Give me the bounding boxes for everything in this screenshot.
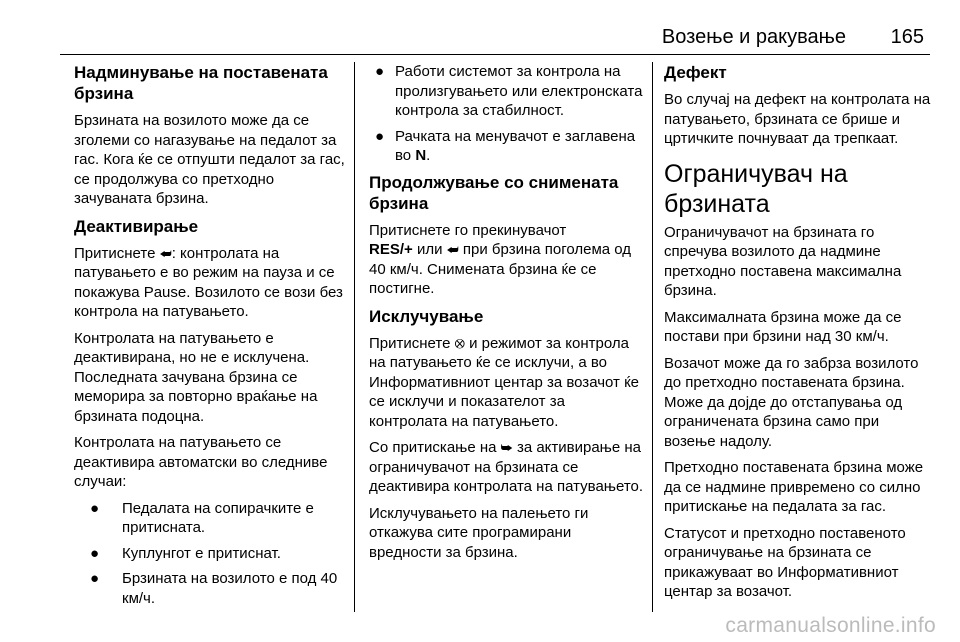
bullet-icon: ● (90, 544, 100, 562)
column-3 (664, 62, 934, 609)
bullet-list (74, 499, 346, 609)
paragraph: Возачот може да го забрза возилото до претходно поставената брзина. Може да дојде до отстапувања од ограничената брзина само при возење надолу. (664, 354, 919, 450)
section-heading: Исклучување (369, 306, 484, 326)
gear-n-label: N (415, 147, 427, 164)
paragraph: Максималната брзина може да се постави при брзини над 30 км/ч. (664, 308, 902, 345)
paragraph (74, 244, 346, 322)
paragraph: Притиснете го прекинувачот RES/+ или ⮨ при брзина поголема од 40 км/ч. Снимената брзина ќе се постигне. (369, 221, 632, 297)
bullet-icon: ● (375, 127, 385, 145)
list-item: ● Рачката на менувачот е заглавена во N. (375, 127, 636, 164)
section-heading: Деактивирање (74, 216, 199, 236)
cruise-control-icon: ⮨ (446, 242, 459, 257)
section-heading: Продолжување со снимената брзина (369, 172, 619, 213)
column-divider (652, 62, 653, 612)
list-item: ● Работи системот за контрола на пролизгувањето или електронската контрола за стабилност. (375, 63, 643, 119)
column-divider (354, 62, 355, 612)
section-heading: Надминување на поставената брзина (74, 63, 328, 103)
bullet-list (369, 62, 644, 166)
page-number: 165 (890, 26, 924, 48)
list-item: ● Брзината на возилото е под 40 км/ч. (90, 570, 338, 607)
bullet-icon: ● (375, 63, 385, 80)
header-title: Возење и ракување (661, 26, 846, 48)
chapter-title: Ограничувач на брзината (664, 159, 848, 218)
paragraph: Со притискање на ⮩ за активирање на ограничувачот на брзината се деактивира контролата на патувањето. (369, 439, 644, 495)
bullet-icon: ● (90, 499, 100, 517)
page-header (0, 0, 960, 58)
section-heading: Дефект (664, 63, 727, 82)
column-2 (369, 62, 644, 569)
paragraph: Во случај на дефект на контролата на патувањето, брзината се брише и цртичките почнуваат да трепкаат. (664, 91, 931, 147)
text: Притиснете (74, 244, 156, 262)
header-rule (60, 54, 930, 55)
paragraph: Ограничувачот на брзината го спречува возилото да надмине претходно поставена максимална брзина. (664, 223, 902, 299)
paragraph: Контролата на патувањето се деактивира автоматски во следниве случаи: (74, 434, 328, 490)
column-1 (74, 62, 346, 614)
paragraph: Брзината на возилото може да се зголеми со нагазување на педалот за гас. Кога ќе се отпушти педалот за гас, се продолжува со претходно зачуваната брзина. (74, 112, 345, 207)
list-item: ● Педалата на сопирачките е притисната. (90, 499, 314, 536)
paragraph: Исклучувањето на палењето ги откажува сите програмирани вредности за брзина. (369, 504, 589, 561)
cruise-cancel-icon: ⭙ (454, 335, 465, 351)
bullet-icon: ● (90, 570, 100, 587)
paragraph: Статусот и претходно поставеното ограничување на брзината се прикажуваат во Информативниот центар за возачот. (664, 524, 906, 600)
paragraph: Притиснете ⭙ и режимот за контрола на патувањето ќе се исклучи, а во Информативниот центар за возачот ќе се исклучи и показателот за контролата на патувањето. (369, 334, 639, 430)
cruise-control-icon: ⮨ (159, 245, 172, 261)
text: : контролата на патувањето е во режим на пауза и се покажува Pause. Возилото се вози без контрола на патувањето. (74, 244, 343, 320)
paragraph: Контролата на патувањето е деактивирана, но не е исклучена. Последната зачувана брзина се меморира за повторно враќање на брзината подоцна. (74, 329, 318, 425)
watermark: carmanualsonline.info (725, 614, 936, 637)
paragraph: Претходно поставената брзина може да се надмине привремено со силно притискање на педалата за гас. (664, 459, 924, 515)
res-button-label: RES/+ (369, 241, 413, 258)
speed-limiter-icon: ⮩ (500, 440, 513, 455)
list-item: ● Куплунгот е притиснат. (90, 544, 281, 562)
